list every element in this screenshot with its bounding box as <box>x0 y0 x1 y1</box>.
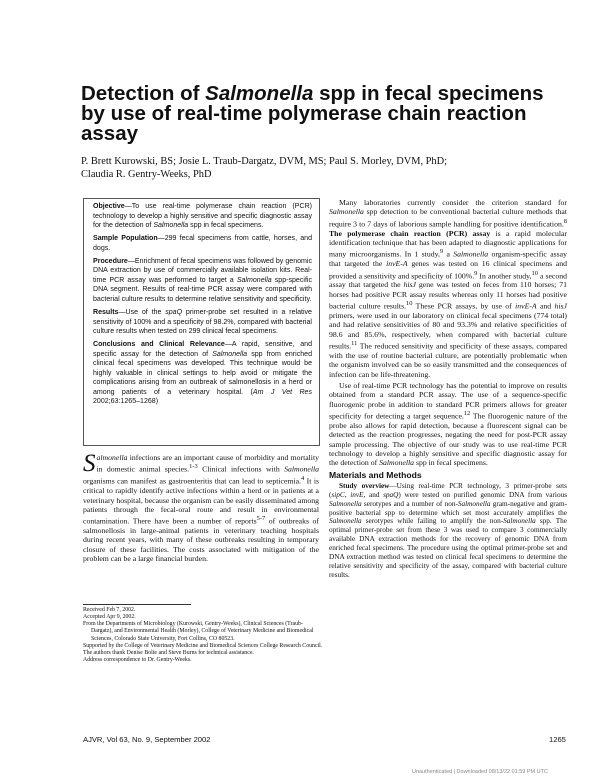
section-heading-methods: Materials and Methods <box>329 469 422 480</box>
conclusions-label: Conclusions and Clinical Relevance <box>93 341 225 349</box>
subsection-label: Study overview <box>339 482 390 491</box>
intro-dropcap-word: Salmonella <box>83 450 128 477</box>
procedure-text: —Enrichment of fecal specimens was followed by genomic DNA extraction by use of commercially available isolation kits. Real-time PCR assay was performed to target a <box>93 257 312 284</box>
body-italic: Salmonella <box>329 499 362 508</box>
intro-text: Clinical infections with <box>197 464 285 474</box>
intro-paragraph <box>83 450 319 564</box>
body-text: is a rapid molecular identification technique that has been adapted to diagnostic applications for many microorganisms. In 1 study, <box>329 228 567 259</box>
body-text: , and <box>363 490 384 499</box>
body-italic: Salmonella <box>379 458 415 468</box>
article-title <box>81 84 551 144</box>
reference-sup: 1-3 <box>189 463 198 471</box>
paragraph-pcr-background <box>329 198 567 379</box>
body-bold: The polymerase chain reaction (PCR) assay <box>329 228 491 238</box>
reference-sup: 10 <box>406 300 413 308</box>
right-column <box>329 198 567 579</box>
abstract-objective <box>93 202 312 231</box>
intro-text: It is critical to rapidly identify active infections within a herd or in patients at a veterinary hospital, because the organism can be easily disseminated among patients through the fecal-oral route and result in environmental contamination. There have been a number of reports <box>83 476 319 526</box>
abstract-conclusions <box>93 340 312 407</box>
author-line-1: P. Brett Kurowski, BS; Josie L. Traub-Dargatz, DVM, MS; Paul S. Morley, DVM, PhD; <box>81 156 447 167</box>
body-text: The reduced sensitivity and specificity of these assays, compared with the use of routine bacterial culture, are potentially problematic when the organism involved can be so easily transmitted and the consequences of infection can be life-threatening. <box>329 341 567 379</box>
reference-sup: 8 <box>563 217 567 225</box>
abstract-results <box>93 308 312 337</box>
procedure-label: Procedure <box>93 257 128 265</box>
body-text: spp detection to be conventional bacterial culture methods that require 3 to 7 days of laborious sample handling for positive identification. <box>329 207 567 229</box>
abstract-box <box>83 198 320 446</box>
body-text: gene was tested on feces from 110 horses; 71 horses had positive PCR assay results whereas only 11 horses had positive bacterial culture results. <box>329 280 567 311</box>
body-italic: hisJ <box>554 301 567 311</box>
body-italic: sipC <box>331 490 345 499</box>
body-italic: invE-A <box>515 301 537 311</box>
body-text: a second assay that targeted the <box>329 271 567 290</box>
body-italic: hisJ <box>403 280 416 290</box>
body-text: spp in fecal specimens. <box>414 458 488 468</box>
paragraph-realtime-pcr <box>329 381 567 468</box>
conclusions-text-end: spp from enriched clinical fecal specimens was developed. This technique would be highly valuable in clinical settings to help avoid or mitigate the complications arising from an outbreak of salmonellosis in a herd or among patients of a veterinary hospital. ( <box>93 350 312 396</box>
body-text: serotypes and a number of non- <box>361 499 458 508</box>
body-italic: spaQ <box>383 490 399 499</box>
abstract-sample <box>93 234 312 253</box>
conclusions-text: —A rapid, sensitive, and specific assay for the detection of <box>93 341 312 358</box>
footnote-accepted: Accepted Apr 9, 2002. <box>83 614 136 621</box>
title-text: Detection of <box>81 82 206 105</box>
body-text: ) were tested on purified genomic DNA from various <box>398 490 568 499</box>
body-text: The fluorogenic nature of the probe also allows for rapid detection, because a fluorescent signal can be detected as the reaction progresses, negating the need for post-PCR assay sample processing. The objective of our study was to use real-time PCR technology to develop a highly sensitive and specific diagnostic assay for the detection of <box>329 411 568 468</box>
footnotes <box>83 607 323 664</box>
body-text: These PCR assays, by use of <box>412 301 516 311</box>
paragraph-study-overview <box>329 482 567 579</box>
results-label: Results <box>93 308 119 316</box>
left-column-body <box>83 450 319 564</box>
body-text: Many laboratories currently consider the criterion standard for <box>339 198 567 207</box>
footnote-acknowledgment: The authors thank Denise Bolte and Steve Burns for technical assistance. <box>83 649 254 656</box>
body-text: primers, were used in our laboratory on clinical fecal specimens (774 total) and had relative sensitivities of 80 and 93.3% and relative specificities of 98.6 and 85.6%, respectively, when compared with bacterial culture results. <box>329 311 567 351</box>
body-text: genes was tested on 16 clinical specimens and provided a sensitivity and specificity of 100%. <box>329 259 567 281</box>
body-italic: Salmonella <box>453 249 489 259</box>
results-text-end: primer-probe set resulted in a relative sensitivity of 100% and a specificity of 98.2%, compared with bacterial culture results when tested on 299 clinical fecal specimens. <box>93 308 312 336</box>
objective-text-end: spp in fecal specimens. <box>188 222 264 230</box>
footnote-affiliation: From the Departments of Microbiology (Kurowski, Gentry-Weeks), Clinical Sciences (Traub-Dargatz), and Environmental Health (Morley), College of Veterinary Medicine and Biomedical Sciences, Colorado State University, Fort Collins, CO 80523. <box>83 621 314 642</box>
body-text: a <box>443 249 454 259</box>
sample-label: Sample Population <box>93 235 158 243</box>
results-italic: spaQ <box>165 308 183 316</box>
reference-sup: 5-7 <box>256 515 266 523</box>
objective-text: —To use real-time polymerase chain reaction (PCR) technology to develop a highly sensitive and specific diagnostic assay for the detection of <box>93 203 312 230</box>
reference-sup: 10 <box>531 269 538 277</box>
body-italic: invE <box>350 490 364 499</box>
body-italic: Salmonella <box>457 499 491 508</box>
footnote-correspondence: Address correspondence to Dr. Gentry-Weeks. <box>83 657 192 664</box>
citation-journal: Am J Vet Res <box>252 388 312 396</box>
objective-label: Objective <box>93 203 125 210</box>
procedure-italic: Salmonella <box>236 276 272 284</box>
author-line-2: Claudia R. Gentry-Weeks, PhD <box>81 169 212 180</box>
body-text: —Using real-time PCR technology, 3 primer-probe sets ( <box>329 482 567 499</box>
page-number: 1265 <box>549 735 566 744</box>
download-stamp: Unauthenticated | Downloaded 08/13/22 01:59 PM UTC <box>412 769 548 775</box>
footnote-received: Received Feb 7, 2002. <box>83 607 136 613</box>
reference-sup: 4 <box>300 475 305 483</box>
author-list <box>81 155 561 181</box>
reference-sup: 9 <box>474 269 478 277</box>
abstract-procedure <box>93 257 312 305</box>
body-text: organism-specific assay that targeted the <box>329 249 568 269</box>
results-text: —Use of the <box>118 308 166 316</box>
body-italic: Salmonella <box>503 517 536 526</box>
body-text: In another study, <box>477 271 532 281</box>
body-text: serotypes while failing to amplify the non- <box>361 517 504 526</box>
journal-footer: AJVR, Vol 63, No. 9, September 2002 <box>83 735 211 744</box>
title-text-rest: spp in fecal specimens by use of real-time polymerase chain reaction assay <box>81 82 544 145</box>
body-text: and <box>536 301 555 311</box>
body-text: Use of real-time PCR technology has the potential to improve on results obtained from a standard PCR assay. The use of a sequence-specific fluorogenic probe in addition to standard PCR primers allows for greater specificity for detecting a target sequence. <box>329 381 567 421</box>
reference-sup: 11 <box>351 340 358 348</box>
conclusions-italic: Salmonella <box>212 350 248 358</box>
procedure-text-end: spp-specific DNA segment. Results of real-time PCR assay were compared with bacterial culture results to determine relative sensitivity and specificity. <box>93 276 312 303</box>
body-italic: invE-A <box>386 259 408 269</box>
body-text: spp. The optimal primer-probe set from these 3 was used to compare 3 commercially available DNA extraction methods for the recovery of genomic DNA from enriched fecal specimens. The procedure using the optimal primer-probe set and DNA extraction method was tested on clinical fecal specimens to determine the relative sensitivity and specificity of the assay, compared with bacterial culture results. <box>329 517 567 579</box>
objective-italic: Salmonella <box>153 222 189 230</box>
body-text: gram-negative and gram-positive bacterial spp to determine which set most accurately amplifies the <box>329 499 567 517</box>
reference-sup: 12 <box>463 410 471 418</box>
body-text: , <box>344 490 351 499</box>
intro-text: of outbreaks of salmonellosis in large-animal patients in veterinary teaching hospitals during recent years, with many of these outbreaks resulting in temporary closure of these facilities. The costs associated with mitigation of the problem can be a large financial burden. <box>83 516 319 564</box>
intro-text: infections are an important cause of morbidity and mortality in domestic animal species. <box>96 453 319 474</box>
title-italic: Salmonella <box>205 82 314 105</box>
footnote-divider <box>83 604 191 605</box>
body-italic: Salmonella <box>329 517 362 526</box>
sample-text: —299 fecal specimens from cattle, horses, and dogs. <box>93 235 312 252</box>
reference-sup: 9 <box>439 248 444 256</box>
body-italic: Salmonella <box>329 207 364 217</box>
intro-text: organisms can manifest as gastroenteritis that can lead to septicemia. <box>83 476 301 486</box>
intro-italic: Salmonella <box>284 464 319 474</box>
citation-details: 2002;63:1265–1268) <box>93 398 159 406</box>
footnote-support: Supported by the College of Veterinary Medicine and Biomedical Sciences College Research Council. <box>83 642 323 649</box>
